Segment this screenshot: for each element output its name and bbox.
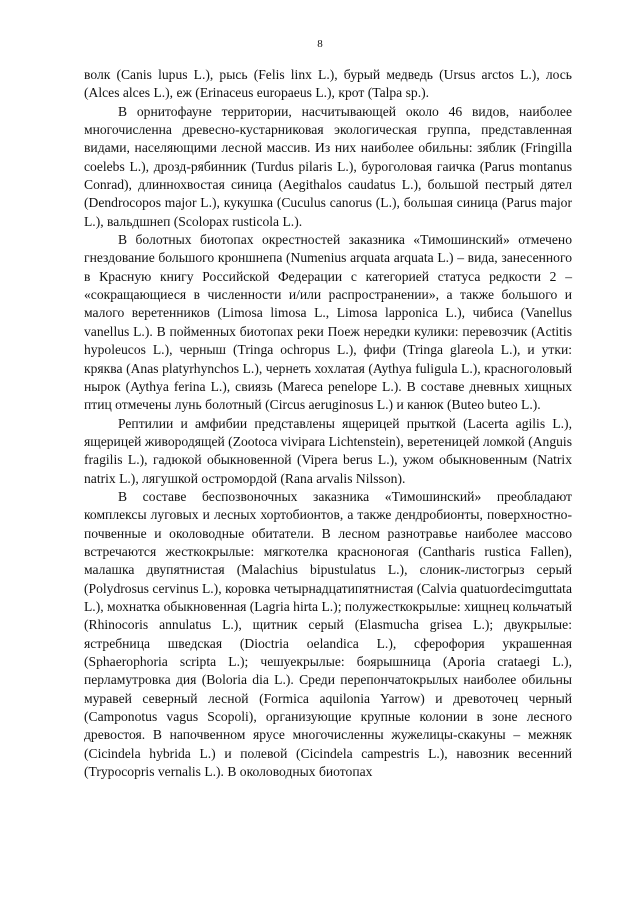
paragraph-invertebrates: В составе беспозвоночных заказника «Тимошинский» преобладают комплексы луговых и лесных хортобионтов, а также дендробионты, поверхностно-почвенные и околоводные обитатели. В лесном разнотравье наиболее массово встречаются жесткокрылые: мягкотелка красноногая (Cantharis rustica Fallen), малашка двупятнистая (Malachius bipustulatus L.), слоник-листогрыз серый (Polydrosus cervinus L.), коровка четырнадцатипятнистая (Calvia quatuordecimguttata L.), мохнатка обыкновенная (Lagria hirta L.); полужесткокрылые: хищнец кольчатый (Rhinocoris annulatus L.), щитник серый (Elasmucha grisea L.); двукрылые: ястребница шведская (Dioctria oelandica L.), сферофория украшенная (Sphaerophoria scripta L.); чешуекрылые: боярышница (Aporia crataegi L.), перламутровка дия (Boloria dia L.). Среди перепончатокрылых наиболее обильны муравей северный лесной (Formica aquilonia Yarrow) и древоточец черный (Camponotus vagus Scopoli), организующие крупные колонии в зоне лесного древостоя. В напочвенном ярусе многочисленны жужелицы-скакуны – межняк (Cicindela hybrida L.) и полевой (Cicindela campestris L.), навозник весенний (Trypocopris vernalis L.). В околоводных биотопах (84, 488, 572, 780)
paragraph-reptiles-amphibians: Рептилии и амфибии представлены ящерицей прыткой (Lacerta agilis L.), ящерицей живородящей (Zootoca vivipara Lichtenstein), веретеницей ломкой (Anguis fragilis L.), гадюкой обыкновенной (Vipera berus L.), ужом обыкновенным (Natrix natrix L.), лягушкой остромордой (Rana arvalis Nilsson). (84, 415, 572, 486)
page-number: 8 (317, 38, 323, 50)
paragraph-ornithofauna: В орнитофауне территории, насчитывающей около 46 видов, наиболее многочисленна древесно-кустарниковая экологическая группа, представленная видами, населяющими лесной массив. Из них наиболее обильны: зяблик (Fringilla coelebs L.), дрозд-рябинник (Turdus pilaris L.), буроголовая гаичка (Parus montanus Conrad), длиннохвостая синица (Aegithalos caudatus L.), большой пестрый дятел (Dendrocopos major L.), кукушка (Cuculus canorus (L.), большая синица (Parus major L.), вальдшнеп (Scolopax rusticola L.). (84, 103, 572, 229)
paragraph-mammals-continued: волк (Canis lupus L.), рысь (Felis linx L.), бурый медведь (Ursus arctos L.), лось (Alces alces L.), еж (Erinaceus europaeus L.), крот (Talpa sp.). (84, 67, 572, 101)
page-body (84, 66, 572, 781)
paragraph-wetland-birds: В болотных биотопах окрестностей заказника «Тимошинский» отмечено гнездование большого кроншнепа (Numenius arquata arquata L.) – вида, занесенного в Красную книгу Российской Федерации с категорией статуса редкости 2 – «сокращающиеся в численности и/или распространении», а также большого и малого веретенников (Limosa limosa L., Limosa lapponica L.), чибиса (Vanellus vanellus L.). В пойменных биотопах реки Поеж нередки кулики: перевозчик (Actitis hypoleucos L.), черныш (Tringa ochropus L.), фифи (Tringa glareola L.), и утки: кряква (Anas platyrhynchos L.), чернеть хохлатая (Aythya fuligula L.), красноголовый нырок (Aythya ferina L.), свиязь (Mareca penelope L.). В составе дневных хищных птиц отмечены лунь болотный (Circus aeruginosus L.) и канюк (Buteo buteo L.). (84, 232, 572, 413)
